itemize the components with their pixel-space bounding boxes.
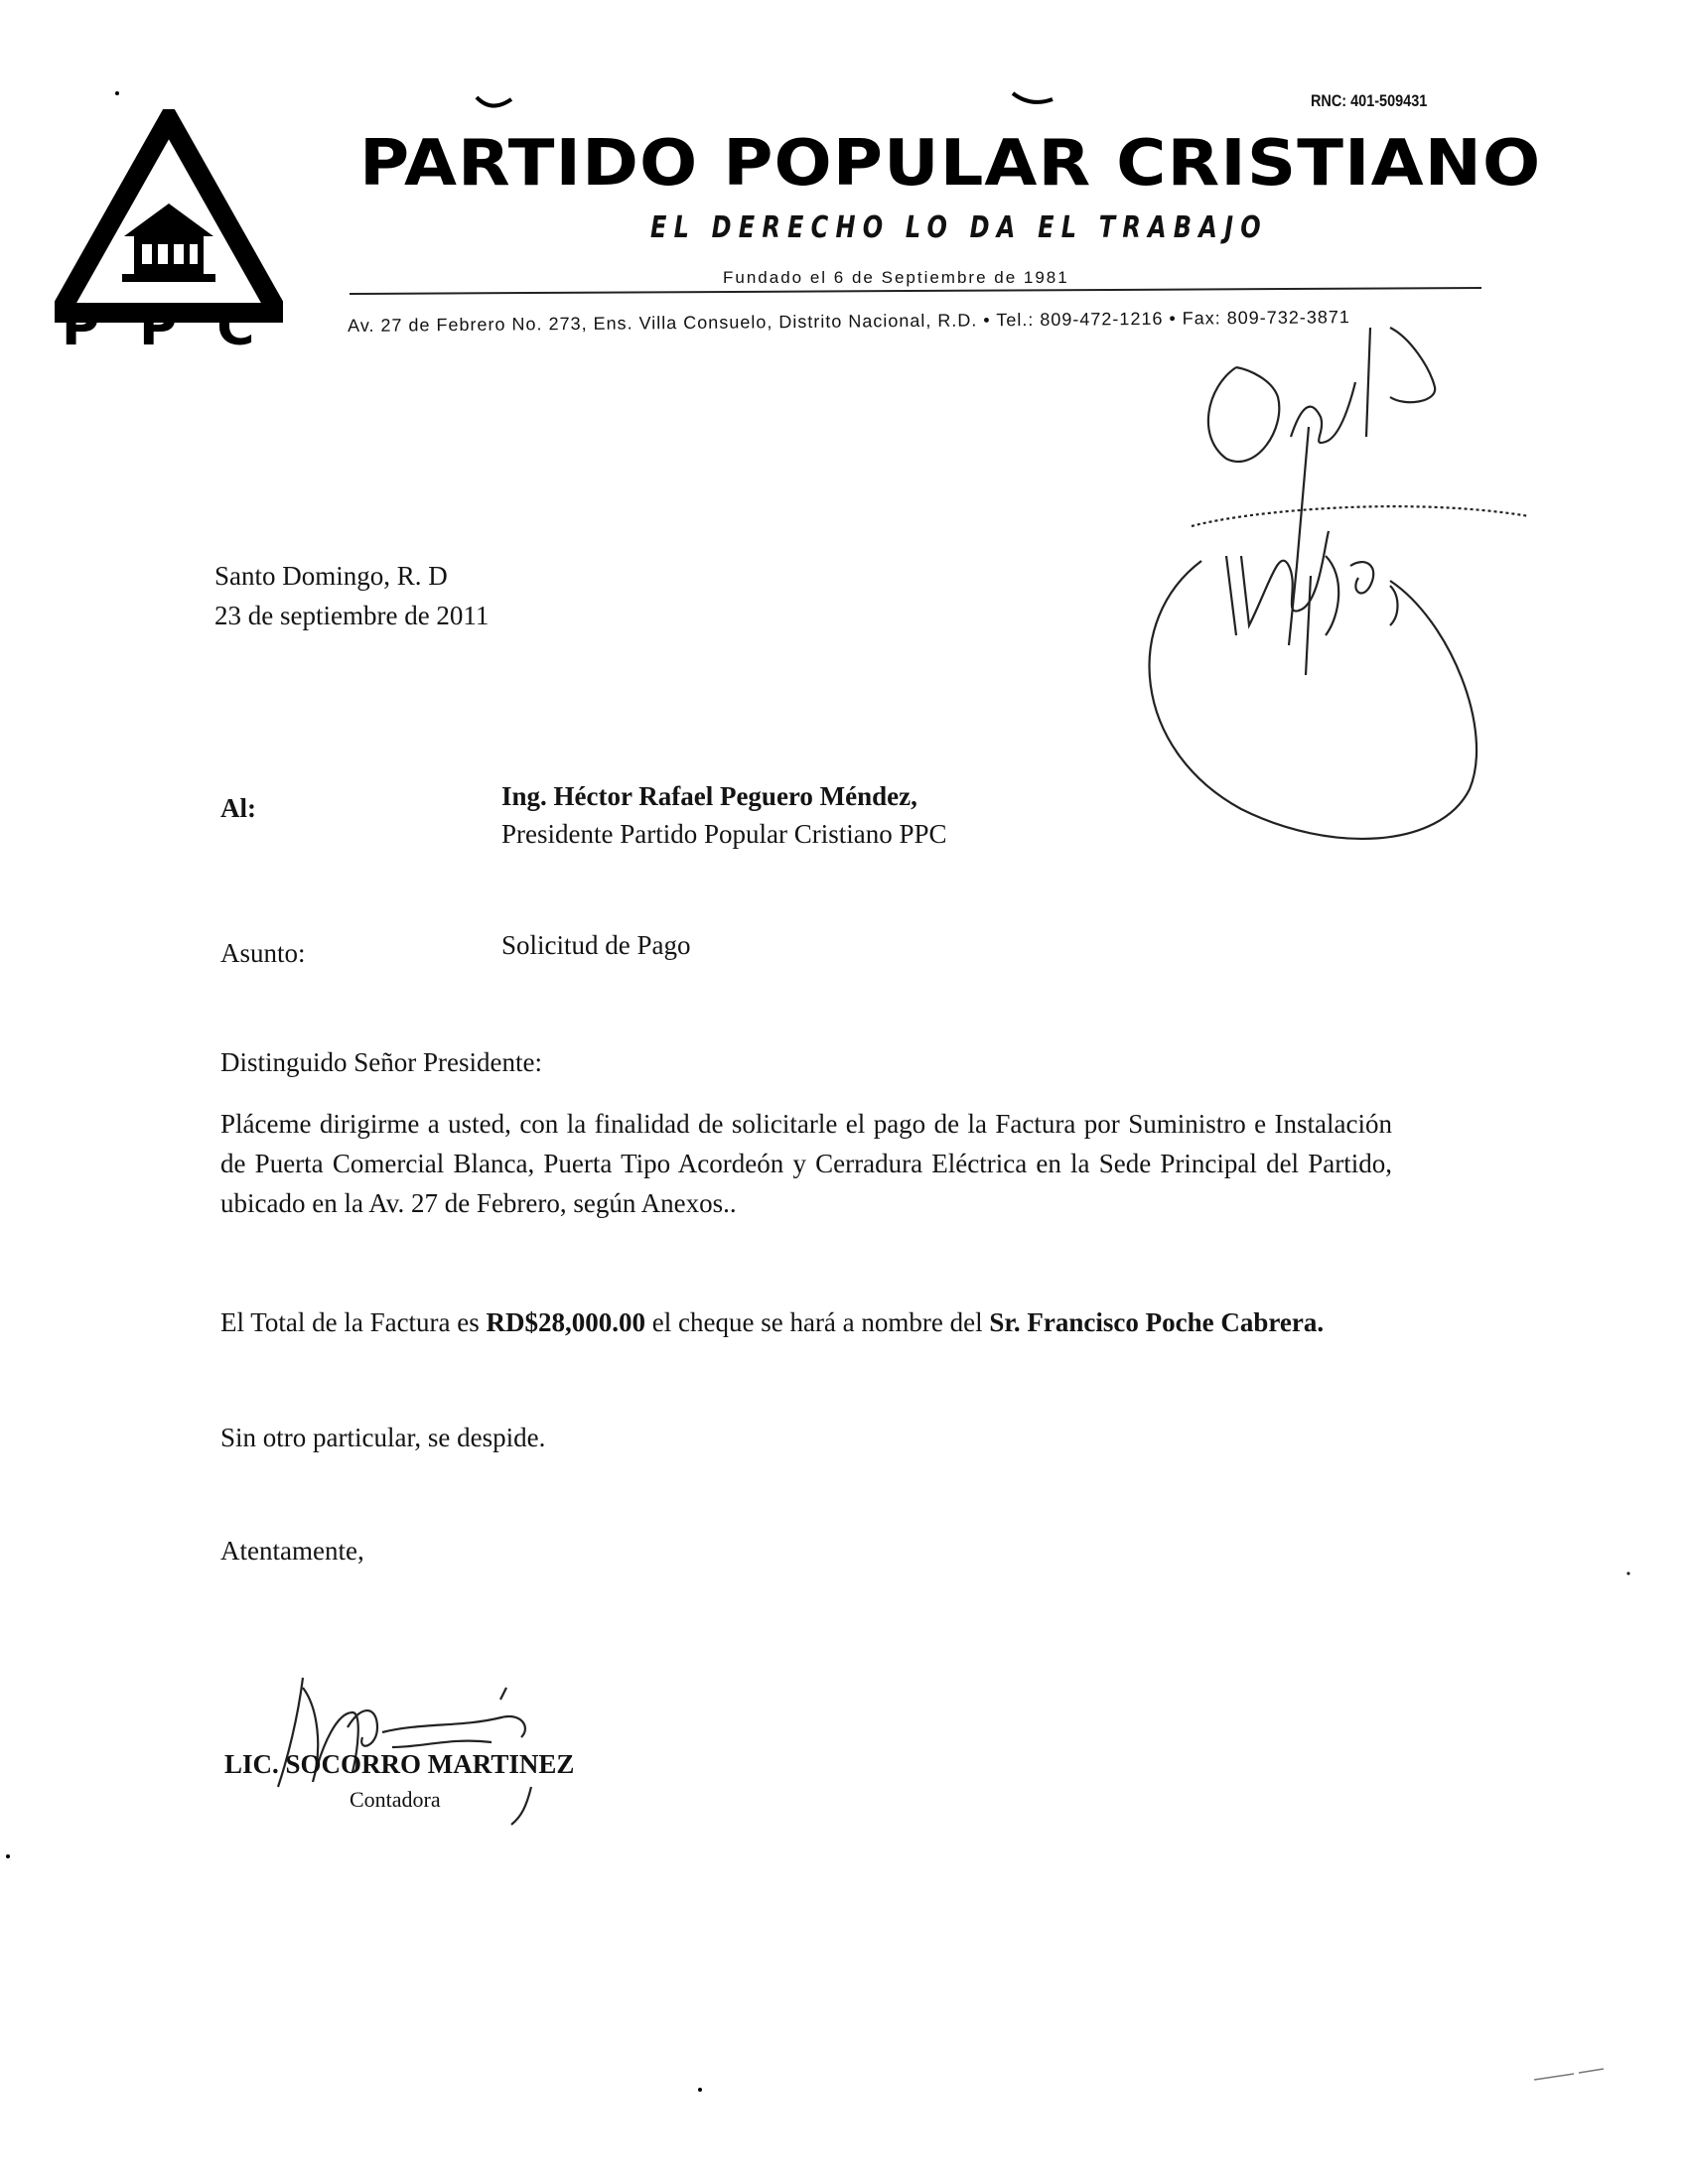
subject-label: Asunto: xyxy=(220,938,306,968)
party-address: Av. 27 de Febrero No. 273, Ens. Villa Consuelo, Distrito Nacional, R.D. • Tel.: 809-472-1216 • Fax: 809-732-3871 xyxy=(348,307,1350,336)
recipient-title: Presidente Partido Popular Cristiano PPC xyxy=(501,819,947,849)
closing-line: Sin otro particular, se despide. xyxy=(220,1423,546,1452)
letterhead-divider xyxy=(350,287,1481,295)
recipient-label: Al: xyxy=(220,793,256,823)
signer-name: LIC. SOCORRO MARTINEZ xyxy=(224,1749,575,1779)
total-paragraph xyxy=(220,1300,1392,1344)
greeting: Distinguido Señor Presidente: xyxy=(220,1047,542,1077)
house-icon xyxy=(122,204,215,282)
subject-value: Solicitud de Pago xyxy=(501,930,691,960)
party-name: PARTIDO POPULAR CRISTIANO xyxy=(359,127,1542,201)
regards: Atentamente, xyxy=(220,1536,364,1566)
payee-name: Sr. Francisco Poche Cabrera. xyxy=(989,1307,1325,1337)
letter-date: 23 de septiembre de 2011 xyxy=(214,601,490,630)
signer-title: Contadora xyxy=(350,1787,441,1812)
letter-city: Santo Domingo, R. D xyxy=(214,561,448,591)
party-motto: EL DERECHO LO DA EL TRABAJO xyxy=(650,210,1268,245)
logo-initials: PPC xyxy=(62,298,295,357)
total-intro: El Total de la Factura es xyxy=(220,1307,480,1337)
approval-signature-icon xyxy=(1150,328,1529,839)
founded-date: Fundado el 6 de Septiembre de 1981 xyxy=(723,268,1069,287)
rnc-number: RNC: 401-509431 xyxy=(1311,91,1428,110)
body-paragraph: Pláceme dirigirme a usted, con la finalidad de solicitarle el pago de la Factura por Suministro e Instalación de Puerta Comercial Blanca, Puerta Tipo Acordeón y Cerradura Eléctrica en la Sede Principal del Partido, ubicado en la Av. 27 de Febrero, según Anexos.. xyxy=(220,1109,1392,1218)
recipient-name: Ing. Héctor Rafael Peguero Méndez, xyxy=(501,781,917,811)
total-amount: RD$28,000.00 xyxy=(486,1307,646,1337)
total-mid: el cheque se hará a nombre del xyxy=(651,1307,983,1337)
